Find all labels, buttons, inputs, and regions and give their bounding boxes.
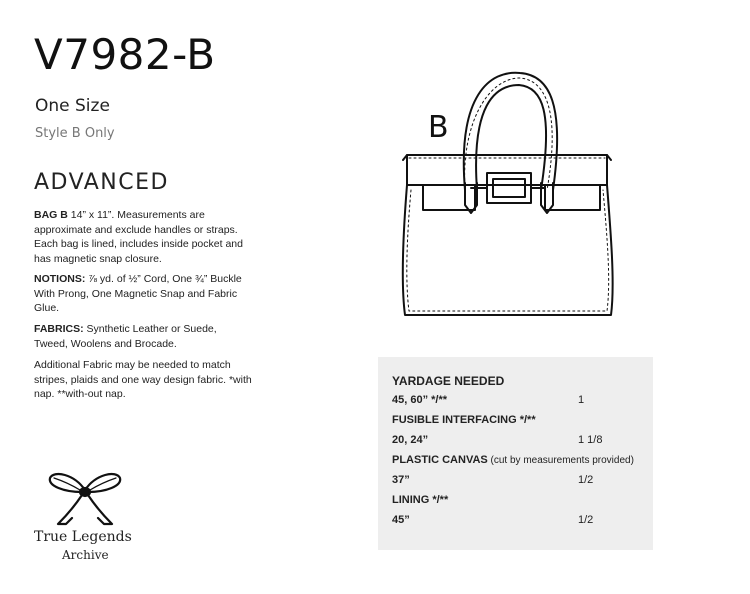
plastic-canvas-label: PLASTIC CANVAS: [392, 454, 488, 466]
yardage-row-value: 1: [578, 394, 585, 406]
style-note: Style B Only: [35, 126, 115, 141]
yardage-row-value: 1/2: [578, 514, 594, 526]
additional-fabric-note: Additional Fabric may be needed to match stripes, plaids and one way design fabric. *with nap. **with-out nap.: [34, 359, 252, 400]
bag-text: 14” x 11”. Measurements are approximate and exclude handles or straps. Each bag is lined, includes inside pocket and has magnetic snap closure.: [34, 209, 243, 265]
yardage-row-label: 37”: [392, 474, 410, 486]
notions-text: ⅞ yd. of ½” Cord, One ¾” Buckle With Prong, One Magnetic Snap and Fabric Glue.: [34, 273, 242, 314]
logo-name: True Legends: [34, 529, 132, 545]
yardage-row-label: 45, 60” */**: [392, 394, 448, 406]
yardage-panel: [378, 357, 653, 550]
difficulty-level: ADVANCED: [34, 170, 169, 195]
bag-description: [34, 208, 252, 266]
fabrics-text: Synthetic Leather or Suede, Tweed, Woolens and Brocade.: [34, 323, 217, 350]
yardage-row-label: [392, 454, 634, 466]
logo-subtitle: Archive: [62, 548, 109, 562]
yardage-row-label: 20, 24”: [392, 434, 429, 446]
yardage-row-value: 1 1/8: [578, 434, 603, 446]
plastic-canvas-note: (cut by measurements provided): [487, 455, 634, 466]
yardage-row-label: LINING */**: [392, 494, 449, 506]
notions-description: [34, 272, 252, 316]
style-letter: B: [428, 110, 449, 145]
yardage-row-label: FUSIBLE INTERFACING */**: [392, 414, 536, 426]
fabrics-description: [34, 322, 252, 351]
pattern-code: V7982-B: [34, 30, 216, 79]
notions-label: NOTIONS:: [34, 273, 86, 285]
pattern-size: One Size: [35, 96, 110, 116]
bag-label: BAG B: [34, 209, 68, 221]
fabrics-label: FABRICS:: [34, 323, 84, 335]
bag-illustration: [395, 65, 625, 340]
bow-icon: [46, 468, 124, 528]
yardage-row-label: 45”: [392, 514, 410, 526]
yardage-header: YARDAGE NEEDED: [392, 374, 505, 388]
yardage-row-value: 1/2: [578, 474, 594, 486]
